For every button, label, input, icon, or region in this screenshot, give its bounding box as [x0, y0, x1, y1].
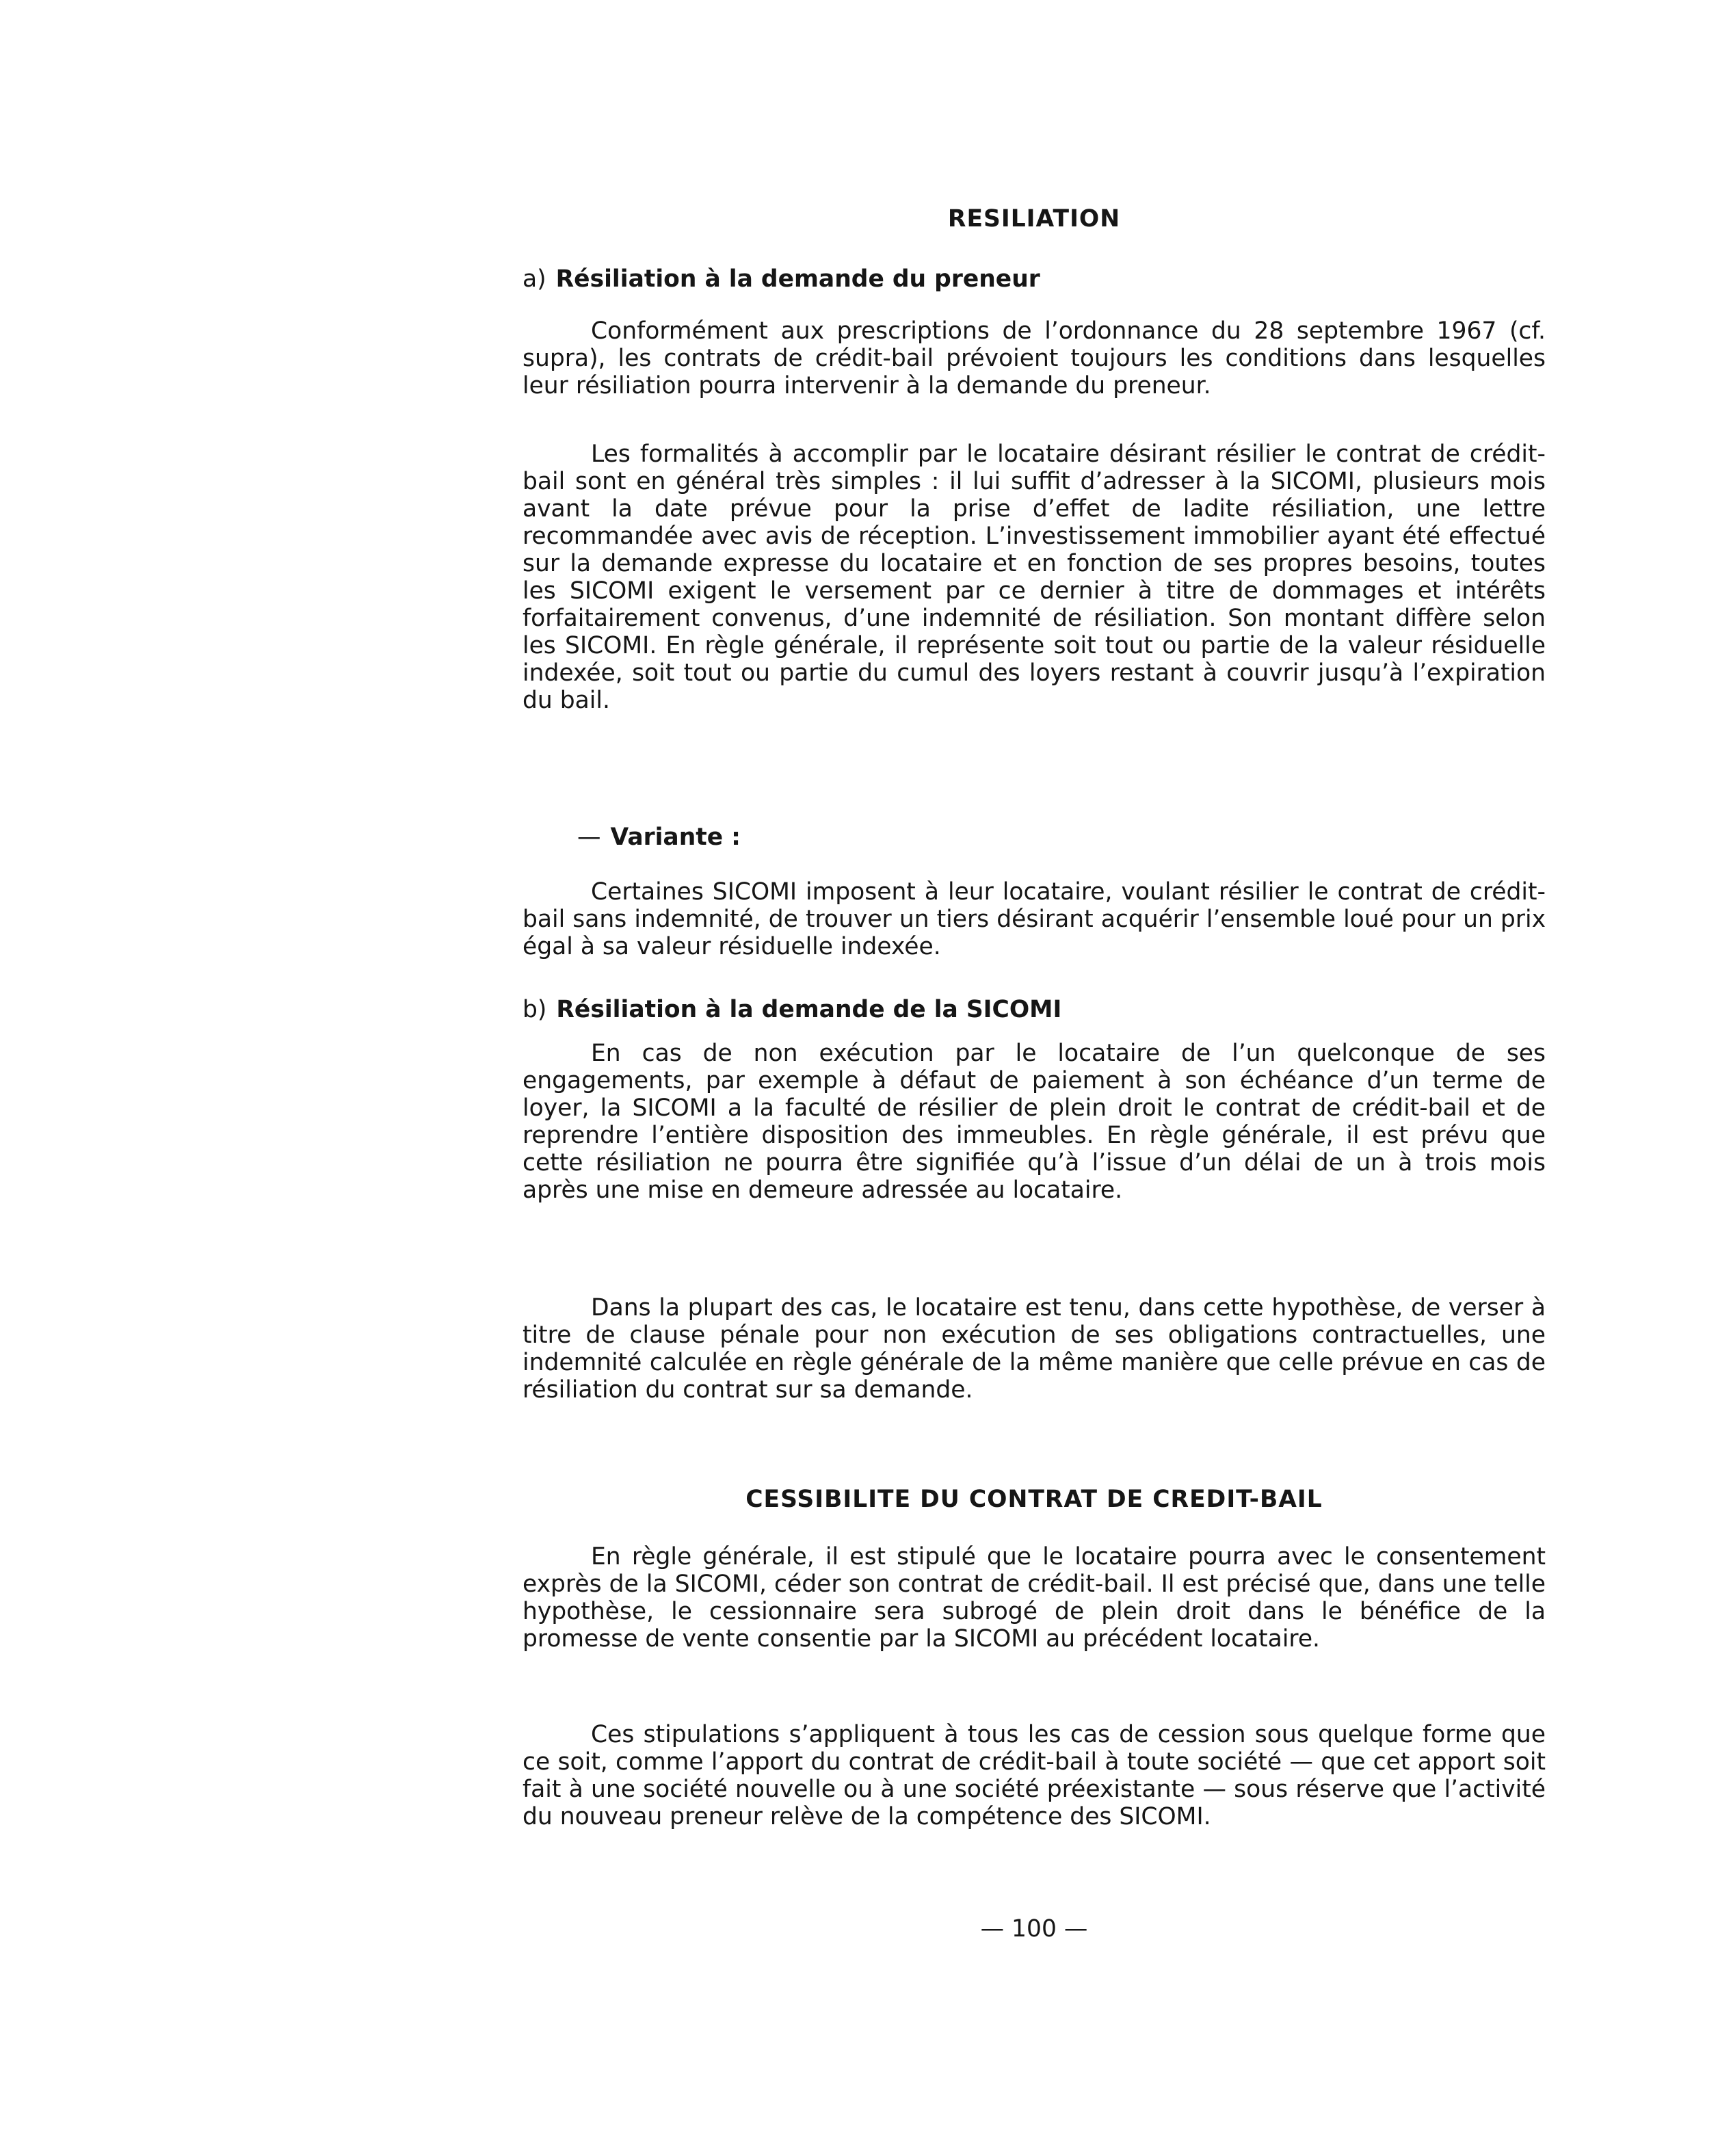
subheading-a	[523, 265, 1546, 293]
paragraph-certaines-sicomi: Certaines SICOMI imposent à leur locataire, voulant résilier le contrat de crédit-bail sans indemnité, de trouver un tiers désirant acquérir l’ensemble loué pour un prix égal à sa valeur résiduelle indexée.	[523, 878, 1546, 960]
section-title-resiliation: RESILIATION	[947, 205, 1121, 233]
subheading-b-title: Résiliation à la demande de la SICOMI	[556, 996, 1062, 1023]
paragraph-conformement: Conformément aux prescriptions de l’ordonnance du 28 septembre 1967 (cf. supra), les contrats de crédit-bail prévoient toujours les conditions dans lesquelles leur résiliation pourra intervenir à la demande du preneur.	[523, 317, 1546, 399]
variante-label	[523, 824, 1600, 851]
page-number: — 100 —	[980, 1915, 1088, 1943]
paragraph-non-execution: En cas de non exécution par le locataire de l’un quelconque de ses engagements, par exemple à défaut de paiement à son échéance d’un terme de loyer, la SICOMI a la faculté de résilier de plein droit le contrat de crédit-bail et de reprendre l’entière disposition des immeubles. En règle générale, il est prévu que cette résiliation ne pourra être signifiée qu’à l’issue d’un délai de un à trois mois après une mise en demeure adressée au locataire.	[523, 1040, 1546, 1204]
subheading-b	[523, 996, 1546, 1023]
variante-dash: —	[577, 824, 601, 851]
paragraph-ces-stipulations: Ces stipulations s’appliquent à tous les cas de cession sous quelque forme que ce soit, comme l’apport du contrat de crédit-bail à toute société — que cet apport soit fait à une société nouvelle ou à une société préexistante — sous réserve que l’activité du nouveau preneur relève de la compétence des SICOMI.	[523, 1721, 1546, 1830]
variante-text: Variante :	[610, 824, 741, 851]
subheading-b-marker: b)	[523, 996, 547, 1023]
subheading-a-marker: a)	[523, 265, 546, 293]
subheading-a-title: Résiliation à la demande du preneur	[555, 265, 1040, 293]
paragraph-en-regle-generale: En règle générale, il est stipulé que le locataire pourra avec le consentement exprès de la SICOMI, céder son contrat de crédit-bail. Il est précisé que, dans une telle hypothèse, le cessionnaire sera subrogé de plein droit dans le bénéfice de la promesse de vente consentie par la SICOMI au précédent locataire.	[523, 1543, 1546, 1653]
section-title-cessibilite: CESSIBILITE DU CONTRAT DE CREDIT-BAIL	[745, 1486, 1323, 1513]
paragraph-plupart-des-cas: Dans la plupart des cas, le locataire est tenu, dans cette hypothèse, de verser à titre de clause pénale pour non exécution de ses obligations contractuelles, une indemnité calculée en règle générale de la même manière que celle prévue en cas de résiliation du contrat sur sa demande.	[523, 1294, 1546, 1404]
paragraph-formalites: Les formalités à accomplir par le locataire désirant résilier le contrat de crédit-bail sont en général très simples : il lui suffit d’adresser à la SICOMI, plusieurs mois avant la date prévue pour la prise d’effet de ladite résiliation, une lettre recommandée avec avis de réception. L’investissement immobilier ayant été effectué sur la demande expresse du locataire et en fonction de ses propres besoins, toutes les SICOMI exigent le versement par ce dernier à titre de dommages et intérêts forfaitairement convenus, d’une indemnité de résiliation. Son montant diffère selon les SICOMI. En règle générale, il représente soit tout ou partie de la valeur résiduelle indexée, soit tout ou partie du cumul des loyers restant à couvrir jusqu’à l’expiration du bail.	[523, 441, 1546, 714]
